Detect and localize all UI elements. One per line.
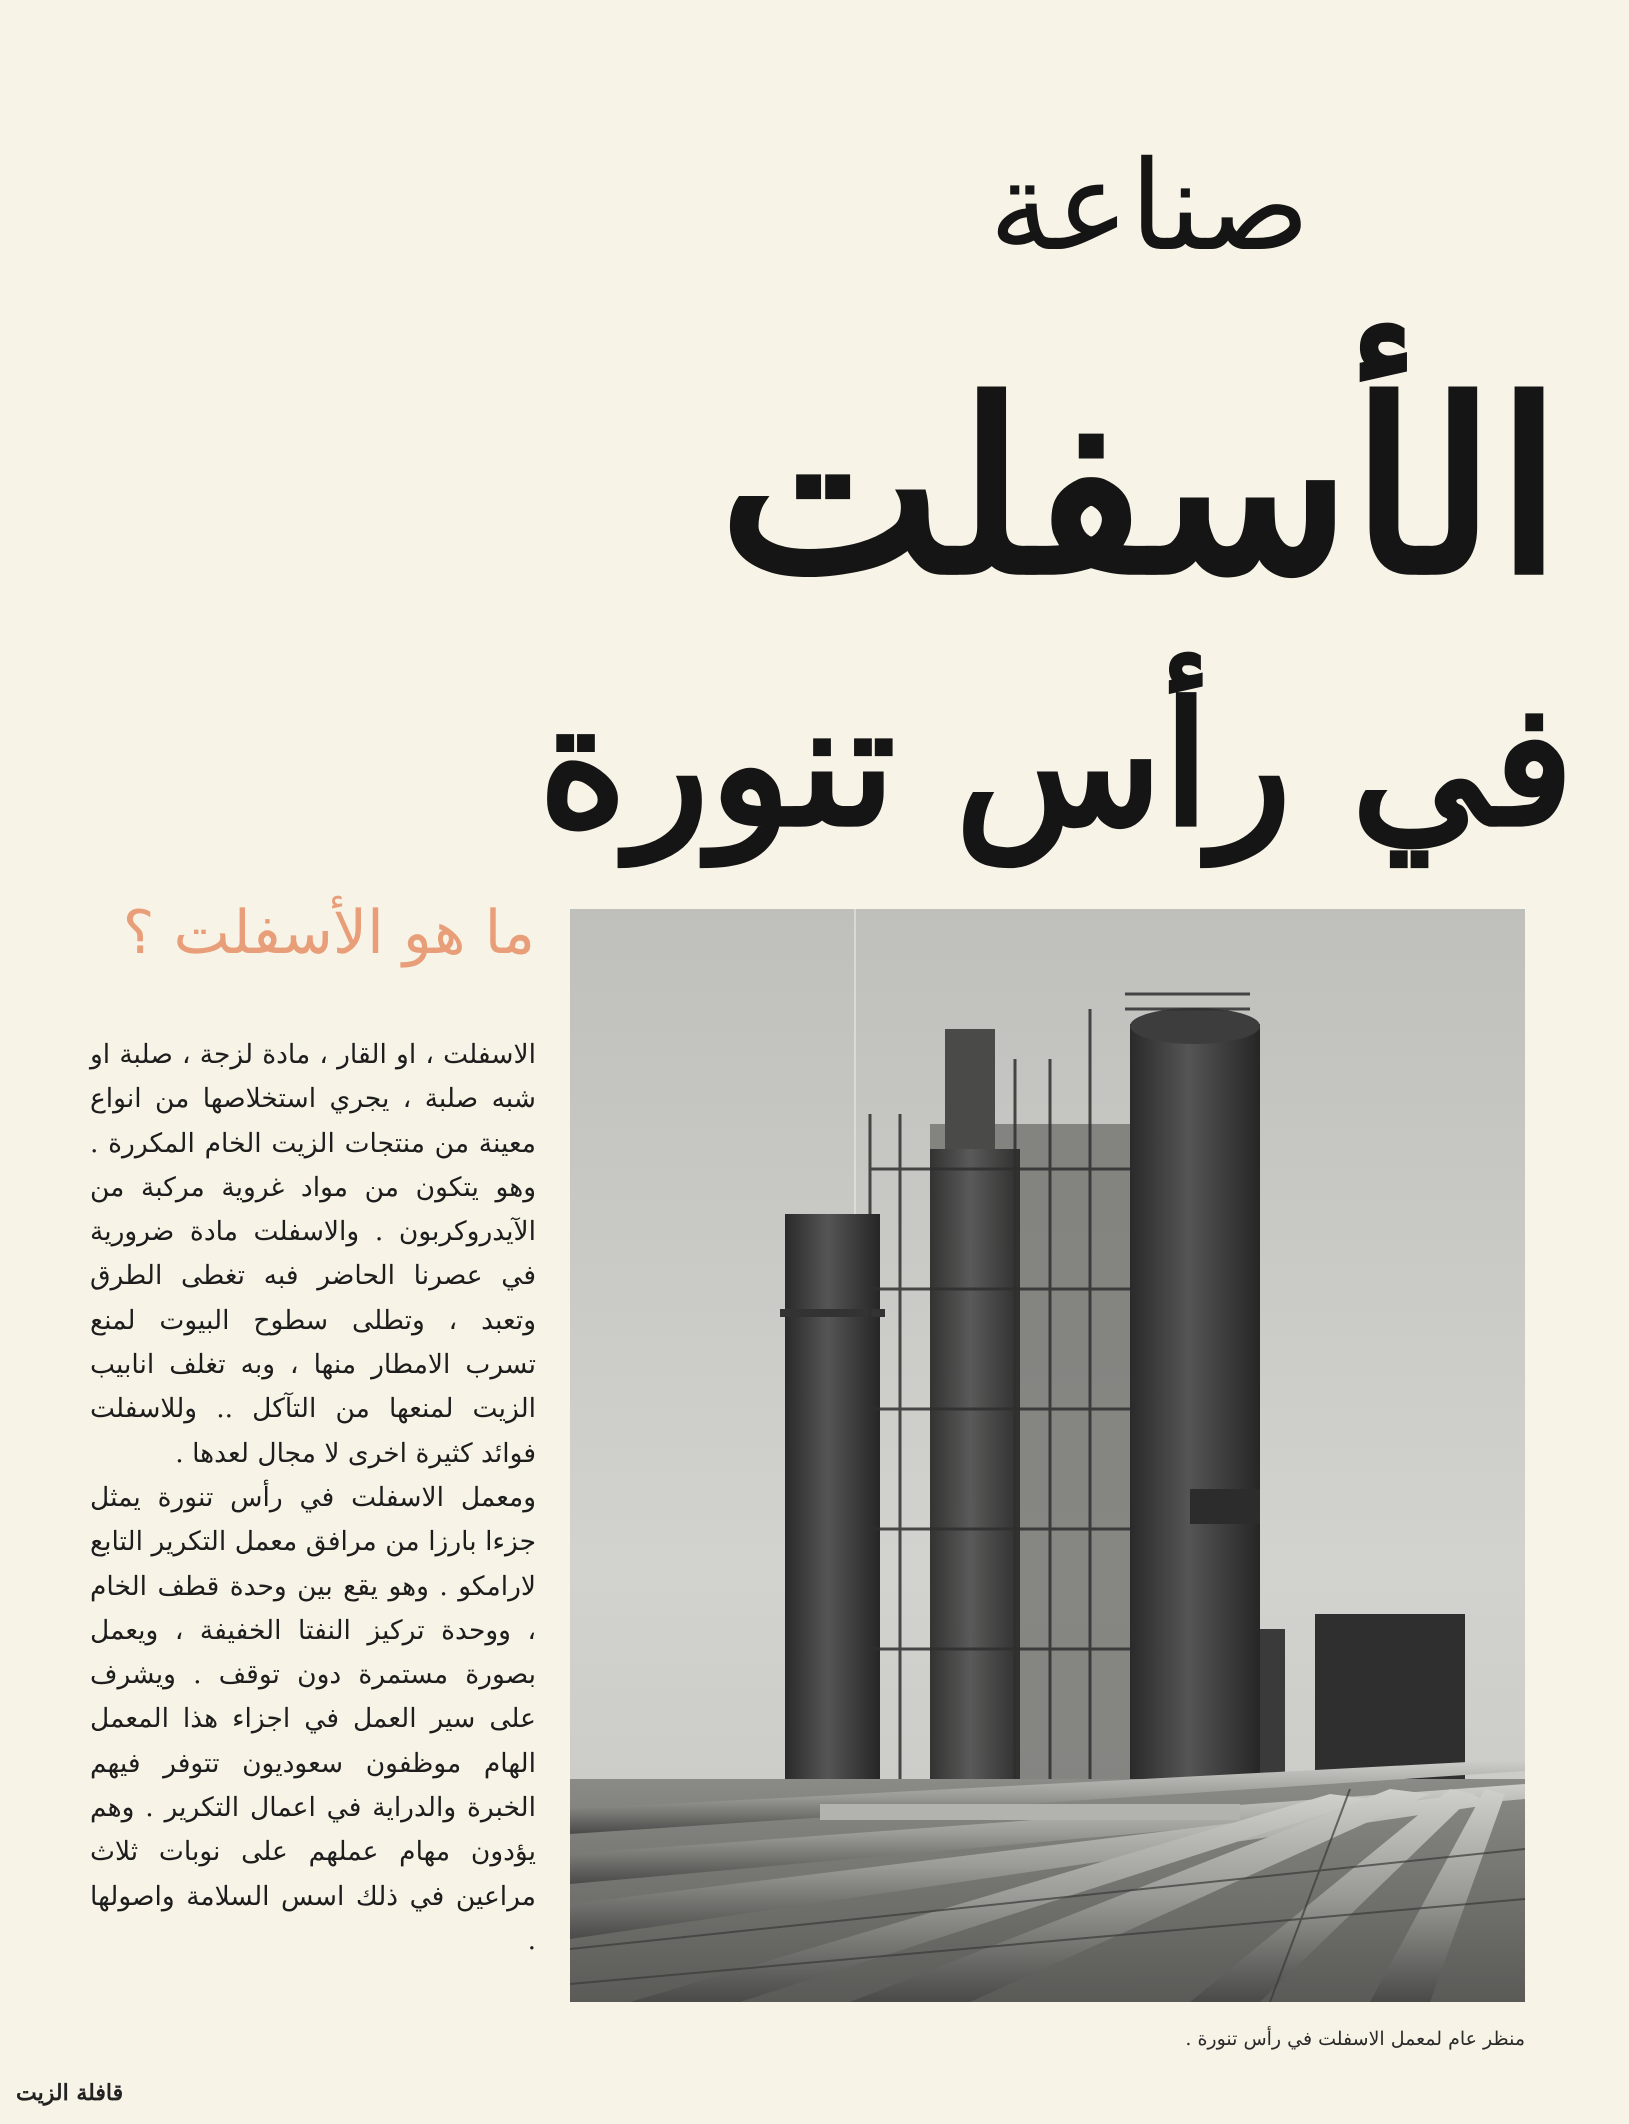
title-line-3: في رأس تنورة <box>538 665 1574 865</box>
title-line-1: صناعة <box>989 135 1310 279</box>
section-heading: ما هو الأسفلت ؟ <box>122 898 535 968</box>
title-line-2: الأسفلت <box>718 349 1562 628</box>
article-body <box>90 1033 536 2003</box>
body-paragraph-2: ومعمل الاسفلت في رأس تنورة يمثل جزءا بارزا من مرافق معمل التكرير التابع لارامكو . وهو يقع بين وحدة قطف الخام ، ووحدة تركيز النفتا الخفيفة ، ويعمل بصورة مستمرة دون توقف . ويشرف على سير العمل في اجزاء هذا المعمل الهام موظفون سعوديون تتوفر فيهم الخبرة والدراية في اعمال التكرير . وهم يؤدون مهام عملهم على نوبات ثلاث مراعين في ذلك اسس السلامة واصولها . <box>90 1481 536 1956</box>
publication-name: قافلة الزيت <box>16 2080 124 2106</box>
refinery-photo-illustration <box>570 909 1525 2002</box>
refinery-photo <box>570 909 1525 2002</box>
body-paragraph-1: الاسفلت ، او القار ، مادة لزجة ، صلبة او شبه صلبة ، يجري استخلاصها من انواع معينة من منتجات الزيت الخام المكررة . وهو يتكون من مواد غروية مركبة من الآيدروكربون . والاسفلت مادة ضرورية في عصرنا الحاضر فبه تغطى الطرق وتعبد ، وتطلى سطوح البيوت لمنع تسرب الامطار منها ، وبه تغلف انابيب الزيت لمنعها من التآكل .. وللاسفلت فوائد كثيرة اخرى لا مجال لعدها . <box>90 1039 536 1469</box>
photo-caption: منظر عام لمعمل الاسفلت في رأس تنورة . <box>1185 2028 1525 2050</box>
article-title <box>520 105 1580 885</box>
